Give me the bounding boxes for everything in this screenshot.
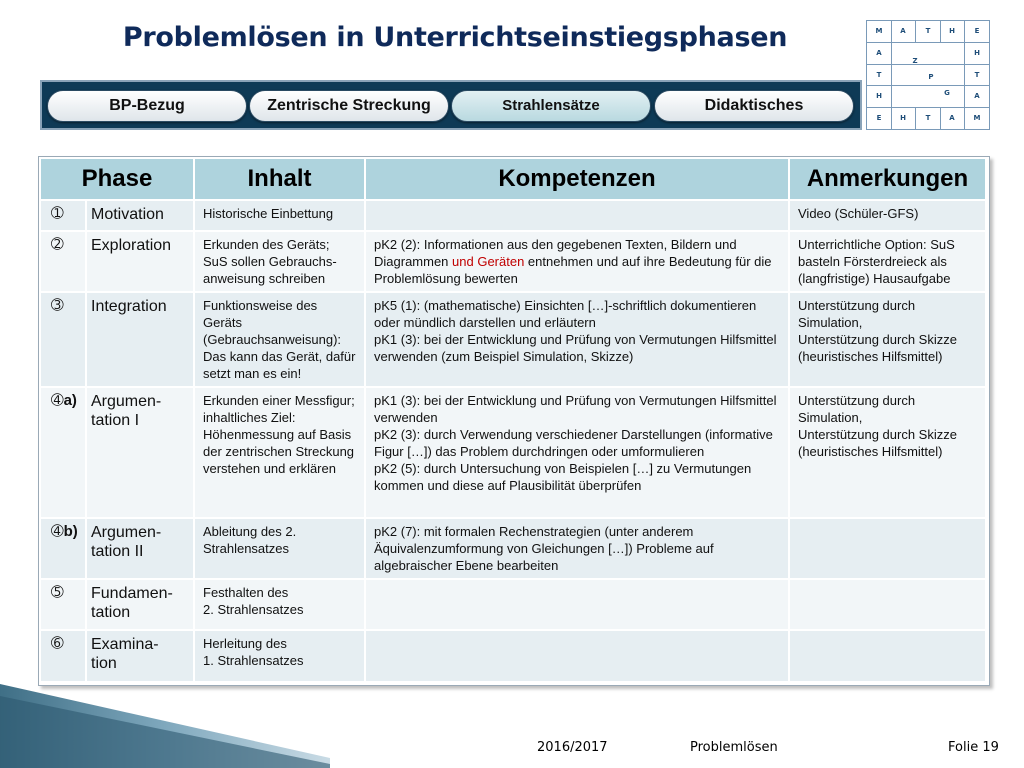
- anmerkungen-cell: Unterrichtliche Option: SuS basteln Försterdreieck als (langfristige) Hausaufgabe: [789, 231, 986, 292]
- logo-letter: A: [876, 49, 882, 57]
- phase-number: ➀: [40, 200, 86, 231]
- kompetenzen-cell: [365, 231, 789, 292]
- kompetenzen-cell: pK5 (1): (mathematische) Einsichten […]-schriftlich dokumentieren oder mündlich darstellen und erläutern pK1 (3): bei der Entwicklung und Prüfung von Vermutungen Hilfsmittel verwenden (zum Beispiel Simulation, Skizze): [365, 292, 789, 387]
- inhalt-cell: Festhalten des 2. Strahlensatzes: [194, 579, 365, 630]
- phase-name: Exploration: [86, 231, 194, 292]
- inhalt-cell: Ableitung des 2. Strahlensatzes: [194, 518, 365, 579]
- table-row: [40, 579, 986, 630]
- kompetenzen-text: pK2 (2): Informationen aus den gegebenen Texten, Bildern und Diagrammen: [374, 237, 737, 269]
- phase-name: Motivation: [86, 200, 194, 231]
- kompetenzen-highlight: und Geräten: [452, 254, 525, 269]
- tab-strahlensaetze[interactable]: Strahlensätze: [451, 90, 651, 122]
- logo-letter: G: [944, 89, 950, 97]
- header-phase: Phase: [40, 158, 194, 200]
- phase-number: ➁: [40, 231, 86, 292]
- logo-letter: A: [974, 92, 980, 100]
- tab-zentrische-streckung[interactable]: Zentrische Streckung: [249, 90, 449, 122]
- inhalt-cell: Erkunden einer Messfigur; inhaltliches Ziel: Höhenmessung auf Basis der zentrischen Streckung verstehen und erklären: [194, 387, 365, 518]
- kompetenzen-cell: pK2 (7): mit formalen Rechenstrategien (unter anderem Äquivalenzumformung von Gleichungen […]) Probleme auf algebraischer Ebene bearbeiten: [365, 518, 789, 579]
- nav-bar: [40, 80, 862, 130]
- tab-bp-bezug[interactable]: BP-Bezug: [47, 90, 247, 122]
- inhalt-cell: Herleitung des 1. Strahlensatzes: [194, 630, 365, 682]
- table-row: [40, 387, 986, 518]
- header-anmerkungen: Anmerkungen: [789, 158, 986, 200]
- phase-number: ➂: [40, 292, 86, 387]
- logo-letter: A: [949, 114, 955, 122]
- logo-letter: H: [900, 114, 906, 122]
- anmerkungen-cell: [789, 518, 986, 579]
- logo-letter: Z: [912, 57, 918, 65]
- logo-letter: T: [974, 71, 980, 79]
- anmerkungen-cell: Unterstützung durch Simulation, Unterstützung durch Skizze (heuristisches Hilfsmittel): [789, 387, 986, 518]
- header-inhalt: Inhalt: [194, 158, 365, 200]
- logo-letter: A: [900, 27, 906, 35]
- kompetenzen-cell: pK1 (3): bei der Entwicklung und Prüfung von Vermutungen Hilfsmittel verwenden pK2 (3): durch Verwendung verschiedener Darstellungen (informative Figur […]) das Problem durchdringen oder umformulieren pK2 (5): durch Untersuchung von Beispielen […] zu Vermutungen kommen und diese auf Plausibilität überprüfen: [365, 387, 789, 518]
- phase-name: Argumen- tation II: [86, 518, 194, 579]
- anmerkungen-cell: Unterstützung durch Simulation, Unterstützung durch Skizze (heuristisches Hilfsmittel): [789, 292, 986, 387]
- logo-letter: T: [925, 114, 931, 122]
- logo-letter: E: [876, 114, 882, 122]
- logo-letter: M: [875, 27, 883, 35]
- footer-topic: Problemlösen: [690, 740, 778, 755]
- kompetenzen-cell: [365, 200, 789, 231]
- table-row: [40, 200, 986, 231]
- phase-number: ➄: [40, 579, 86, 630]
- tab-didaktisches[interactable]: Didaktisches: [654, 90, 854, 122]
- decorative-wedge: [0, 684, 330, 768]
- logo-letter: T: [876, 71, 882, 79]
- inhalt-cell: Erkunden des Geräts; SuS sollen Gebrauchs-anweisung schreiben: [194, 231, 365, 292]
- phase-name: Argumen- tation I: [86, 387, 194, 518]
- logo-letter: T: [925, 27, 931, 35]
- table-row: [40, 630, 986, 682]
- table-row: [40, 518, 986, 579]
- anmerkungen-cell: [789, 630, 986, 682]
- logo-letter: H: [876, 92, 882, 100]
- mathe-logo: [866, 20, 990, 130]
- footer-year: 2016/2017: [537, 740, 608, 755]
- phase-number: ➃b): [40, 518, 86, 579]
- phase-name: Fundamen- tation: [86, 579, 194, 630]
- anmerkungen-cell: Video (Schüler-GFS): [789, 200, 986, 231]
- phase-number: ➅: [40, 630, 86, 682]
- phase-name: Integration: [86, 292, 194, 387]
- phase-number: ➃a): [40, 387, 86, 518]
- footer-slide-number: Folie 19: [948, 740, 999, 755]
- anmerkungen-cell: [789, 579, 986, 630]
- logo-letter: H: [974, 49, 980, 57]
- table-row: [40, 292, 986, 387]
- table-header-row: [40, 158, 986, 200]
- table-row: [40, 231, 986, 292]
- kompetenzen-cell: [365, 579, 789, 630]
- kompetenzen-text: entnehmen und auf ihre Bedeutung für die Problemlösung bewerten: [374, 254, 772, 286]
- kompetenzen-cell: [365, 630, 789, 682]
- phase-name: Examina- tion: [86, 630, 194, 682]
- logo-letter: H: [949, 27, 955, 35]
- logo-letter: E: [974, 27, 980, 35]
- slide-title: Problemlösen in Unterrichtseinstiegsphasen: [122, 22, 788, 53]
- phase-table: [38, 156, 990, 686]
- inhalt-cell: Historische Einbettung: [194, 200, 365, 231]
- logo-letter: M: [973, 114, 981, 122]
- logo-letter: P: [928, 73, 934, 81]
- inhalt-cell: Funktionsweise des Geräts (Gebrauchsanweisung): Das kann das Gerät, dafür setzt man es ein!: [194, 292, 365, 387]
- header-kompetenzen: Kompetenzen: [365, 158, 789, 200]
